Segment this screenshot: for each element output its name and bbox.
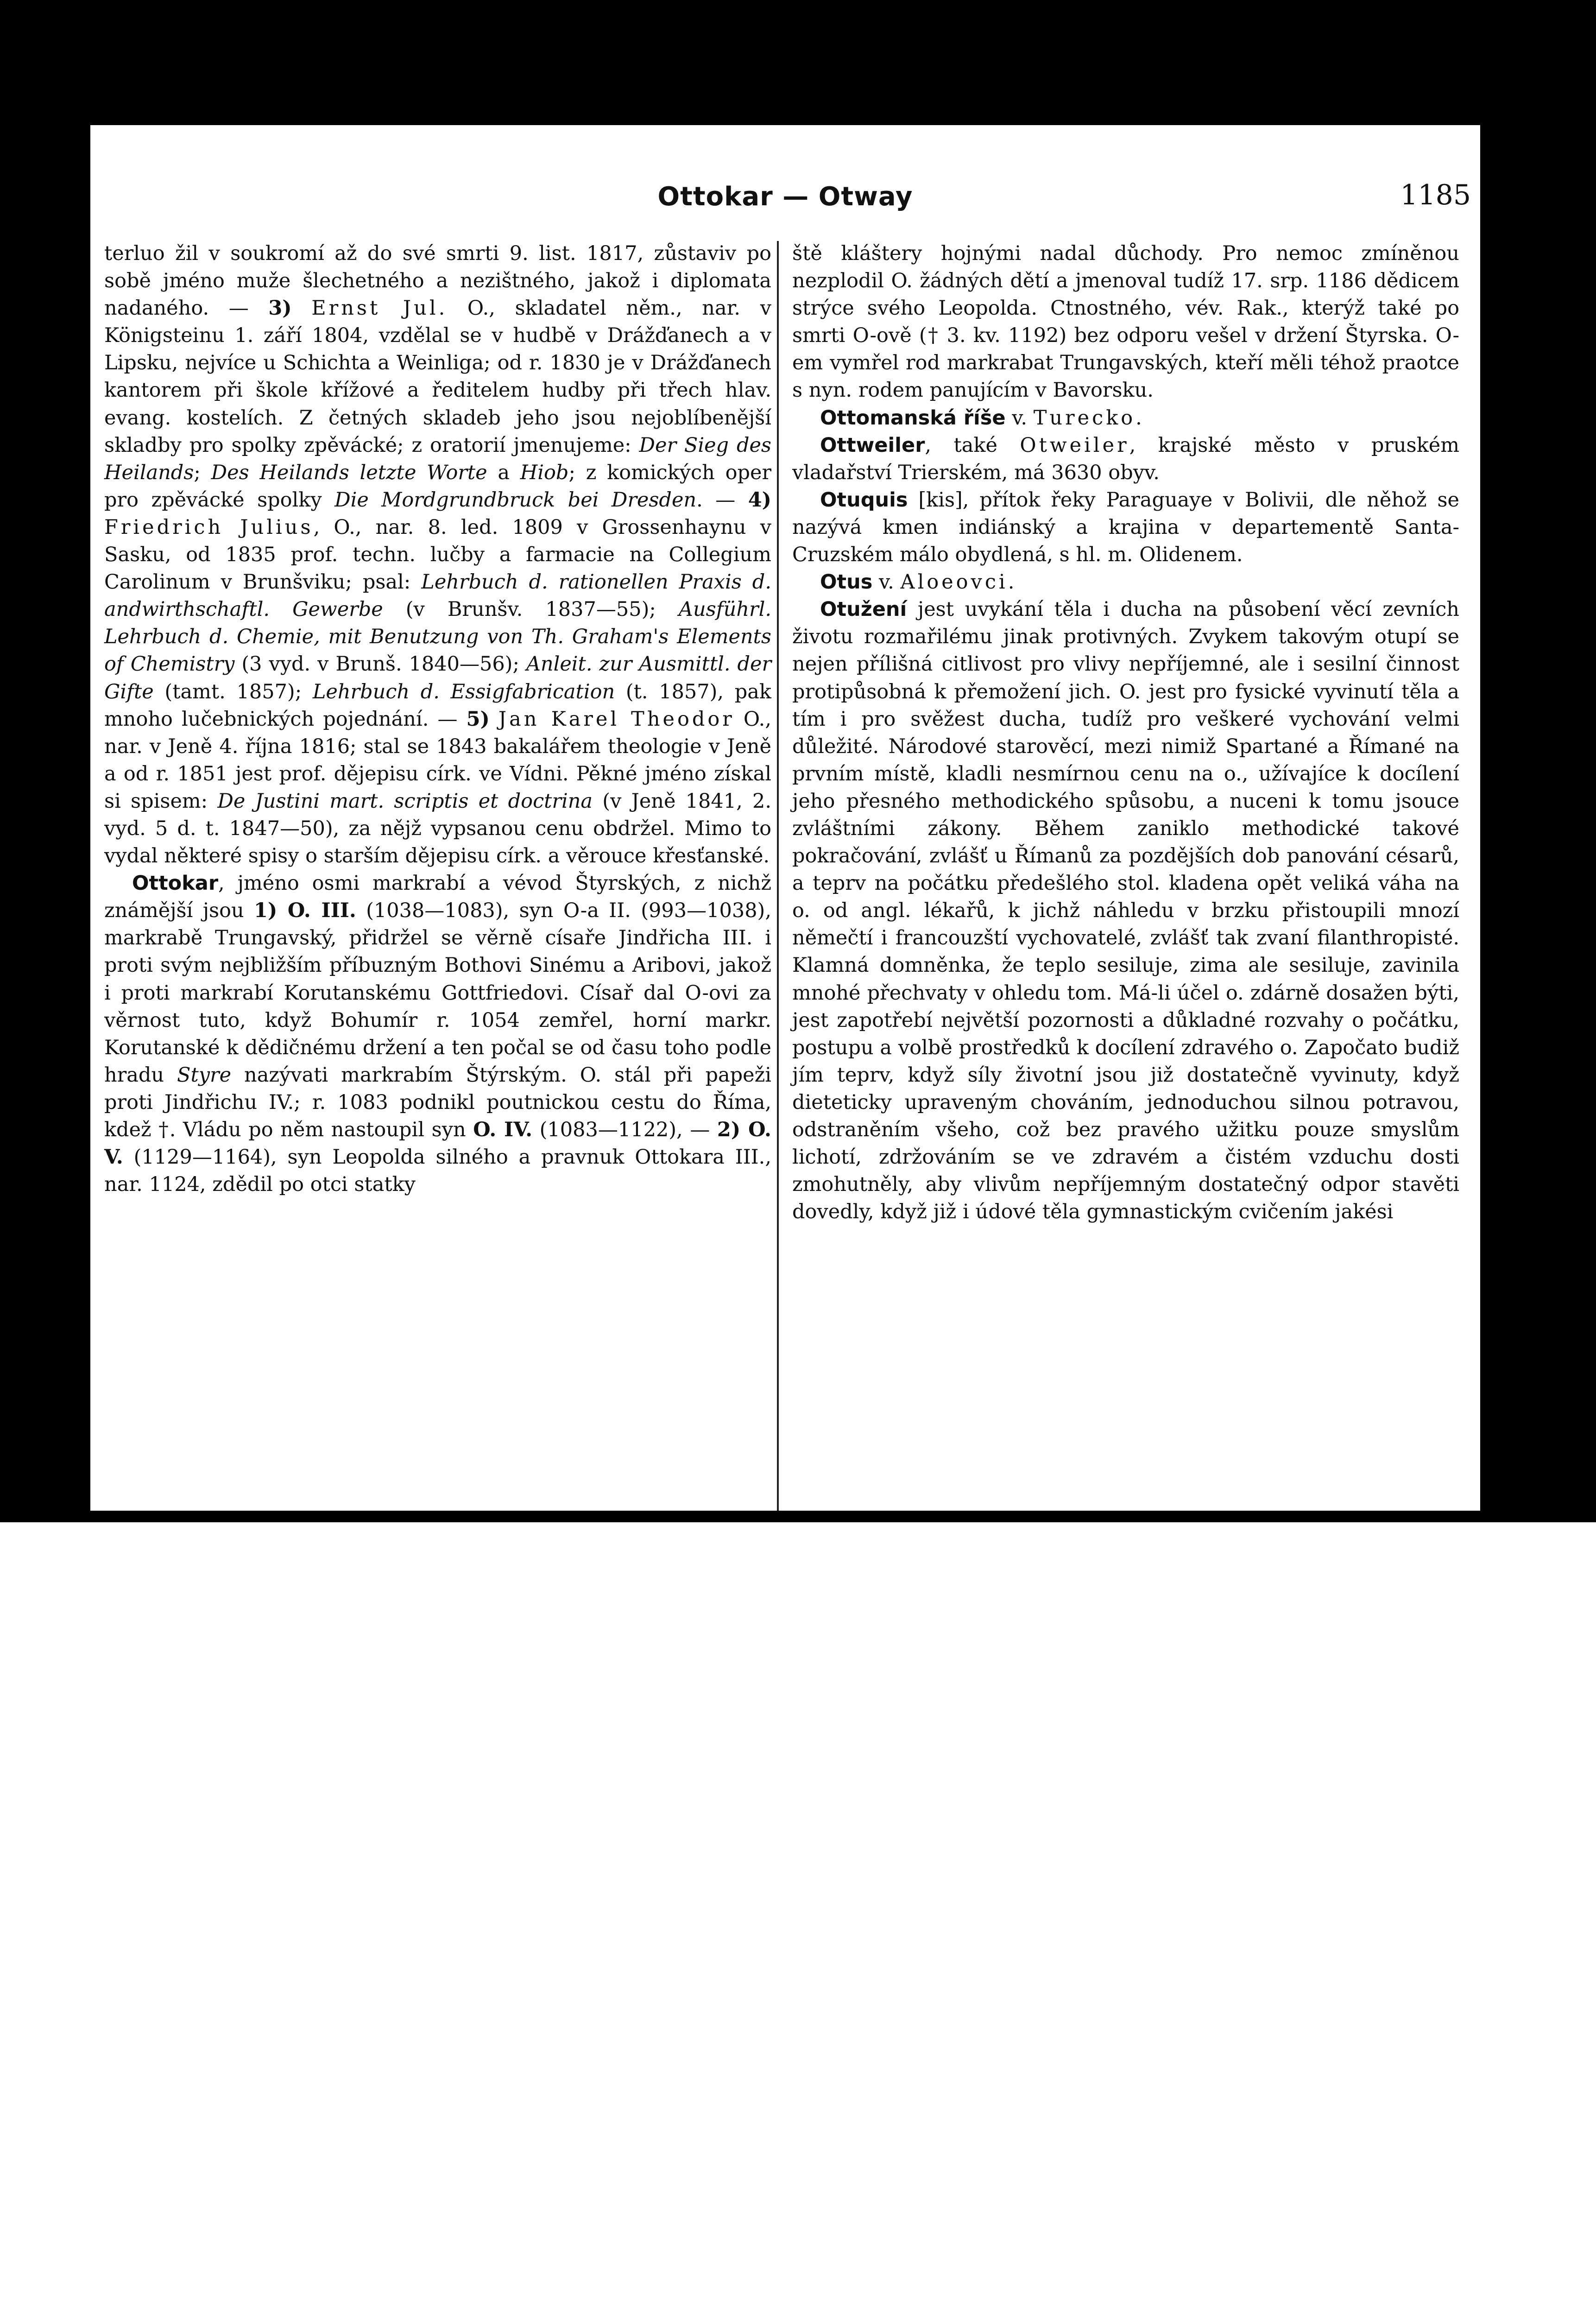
entry-otus: Otus v. Aloeovci. — [820, 570, 1015, 594]
headword-ottokar: Ottokar — [132, 872, 219, 895]
entry-otuzeni: Otužení jest uvykání těla i ducha na působení věcí zevních životu rozmařilému jinak protivných. Zvykem takovým otupí se nejen přílišná citlivost pro vlivy nepříjemné, ale i sesilní činnost protipůsobná k přemožení jich. O. jest pro fysické vyvinutí těla a tím i pro svěžest ducha, tudíž pro veškeré vychování velmi důležité. Národové starověcí, mezi nimiž Spartané a Římané na prvním místě, kladli nesmírnou cenu na o., užívajíce k docílení jeho přesného methodického spůsobu, a nuceni k tomu jsouce zvláštními zákony. Během zaniklo methodické takové pokračování, zvlášť u Římanů za pozdějších dob panování césarů, a teprv na počátku předešlého stol. kladena opět veliká váha na o. od angl. lékařů, k jichž náhledu v brzku přistoupili mnozí němečtí i francouzští vychovatelé, zvlášť tak zvaní filanthropisté. Klamná domněnka, že teplo sesiluje, zima ale sesiluje, zavinila mnohé přechvaty v ohledu tom. Má-li účel o. zdárně dosažen býti, jest zapotřebí největší pozornosti a důkladné rozvahy o počátku, postupu a volbě prostředků k docílení zdravého o. Započato budiž jím teprv, když síly životní jsou již dostatečně vyvinuty, když dieteticky upraveným chováním, jednoduchou silnou potravou, odstraněním všeho, což bez pravého užitku pouze smyslům lichotí, zdržováním se ve zdravém a čistém vzduchu dosti zmohutněly, aby vlivům nepříjemným dostatečný odpor stavěti dovedly, když již i údové těla gymnastickým cvičením jakési — [792, 598, 1459, 1224]
running-head: Ottokar — Otway — [657, 182, 913, 212]
page-sheet — [90, 125, 1480, 1511]
headword-ottomanska-rise: Ottomanská říše — [820, 406, 1006, 430]
page-header — [90, 179, 1480, 223]
column-divider — [777, 241, 779, 1511]
entry-ottomanska-rise: Ottomanská říše v. Turecko. — [820, 406, 1142, 430]
headword-otuquis: Otuquis — [820, 488, 908, 512]
entry-ottokar: Ottokar, jméno osmi markrabí a vévod Štyrských, z nichž známější jsou 1) O. III. (1038—1083), syn O-a II. (993—1038), markrabě Trungavský, přidržel se věrně císaře Jindřicha III. i proti svým nejbližším příbuzným Bothovi Sinému a Aribovi, jakož i proti markrabí Korutanskému Gottfriedovi. Císař dal O-ovi za věrnost tuto, když Bohumír r. 1054 zemřel, horní markr. Korutanské k dědičnému držení a ten počal se od času toho podle hradu Styre nazývati markrabím Štýrským. O. stál při papeži proti Jindřichu IV.; r. 1083 podnikl poutnickou cestu do Říma, kdež †. Vládu po něm nastoupil syn O. IV. (1083—1122), — 2) O. V. (1129—1164), syn Leopolda silného a pravnuk Ottokara III., nar. 1124, zdědil po otci statky — [104, 872, 772, 1196]
left-column — [104, 240, 771, 1198]
entry-ottweiler: Ottweiler, také Otweiler, krajské město v pruském vladařství Trierském, má 3630 obyv. — [792, 433, 1459, 484]
headword-otuzeni: Otužení — [820, 598, 907, 621]
headword-ottweiler: Ottweiler — [820, 433, 925, 457]
entry-continuation-otto: terluo žil v soukromí až do své smrti 9. list. 1817, zůstaviv po sobě jméno muže šlechetného a nezištného, jakož i diplomata nadaného. — 3) Ernst Jul. O., skladatel něm., nar. v Königsteinu 1. září 1804, vzdělal se v hudbě v Drážďanech a v Lipsku, nejvíce u Schichta a Weinliga; od r. 1830 je v Drážďanech kantorem při škole křížové a ředitelem hudby při třech hlav. evang. kostelích. Z četných skladeb jeho jsou nejoblíbenější skladby pro spolky zpěvácké; z oratorií jmenujeme: Der Sieg des Heilands; Des Heilands letzte Worte a Hiob; z komických oper pro zpěvácké spolky Die Mordgrundbruck bei Dresden. — 4) Friedrich Julius, O., nar. 8. led. 1809 v Grossenhaynu v Sasku, od 1835 prof. techn. lučby a farmacie na Collegium Carolinum v Brunšviku; psal: Lehrbuch d. rationellen Praxis d. andwirthschaftl. Gewerbe (v Brunšv. 1837—55); Ausführl. Lehrbuch d. Chemie, mit Benutzung von Th. Graham's Elements of Chemistry (3 vyd. v Brunš. 1840—56); Anleit. zur Ausmittl. der Gifte (tamt. 1857); Lehrbuch d. Essigfabrication (t. 1857), pak mnoho lučebnických pojednání. — 5) Jan Karel Theodor O., nar. v Jeně 4. října 1816; stal se 1843 bakalářem theologie v Jeně a od r. 1851 jest prof. dějepisu círk. ve Vídni. Pěkné jméno získal si spisem: De Justini mart. scriptis et doctrina (v Jeně 1841, 2. vyd. 5 d. t. 1847—50), za nějž vypsanou cenu obdržel. Mimo to vydal některé spisy o starším dějepisu círk. a věrouce křesťanské. — [104, 242, 772, 868]
right-column — [792, 240, 1459, 1226]
headword-otus: Otus — [820, 570, 873, 594]
entry-continuation-ottokar: ště kláštery hojnými nadal důchody. Pro nemoc zmíněnou nezplodil O. žádných dětí a jmenoval tudíž 17. srp. 1186 dědicem strýce svého Leopolda. Ctnostného, vév. Rak., kterýž také po smrti O-ově († 3. kv. 1192) bez odporu vešel v držení Štyrska. O-em vymřel rod markrabat Trungavských, kteří měli téhož praotce s nyn. rodem panujícím v Bavorsku. — [792, 242, 1459, 402]
page-number: 1185 — [1400, 179, 1471, 211]
entry-otuquis: Otuquis [kis], přítok řeky Paraguaye v Bolivii, dle něhož se nazývá kmen indiánský a krajina v departementě Santa-Cruzském málo obydlená, s hl. m. Olidenem. — [792, 488, 1459, 567]
